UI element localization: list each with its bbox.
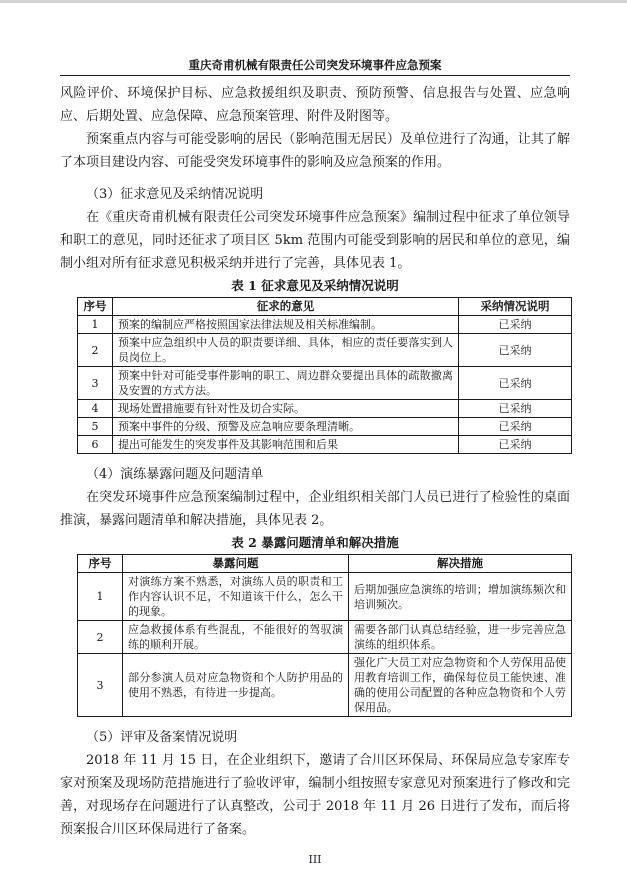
table-2-header-seq: 序号 [78,555,123,573]
cell-status: 已采纳 [459,436,572,454]
cell-problem: 对演练方案不熟悉，对演练人员的职责和工作内容认识不足，不知道该干什么，怎么干的现象。 [123,573,349,621]
table-row [78,621,572,654]
cell-seq: 5 [78,418,113,436]
cell-status: 已采纳 [459,367,572,400]
table-1-opinions [77,297,572,454]
section-heading-4: （4）演练暴露问题及问题清单 [86,467,264,482]
cell-opinion: 预案的编制应严格按照国家法律法规及相关标准编制。 [113,316,459,334]
table-row [78,573,572,621]
cell-opinion: 现场处置措施要有针对性及切合实际。 [113,400,459,418]
cell-opinion: 预案中针对可能受事件影响的职工、周边群众要提出具体的疏散撤离及安置的方式方法。 [113,367,459,400]
table-2-header-row [78,555,572,573]
cell-seq: 4 [78,400,113,418]
section-heading-5: （5）评审及备案情况说明 [86,730,238,745]
cell-seq: 2 [78,334,113,367]
table-row [78,334,572,367]
cell-status: 已采纳 [459,418,572,436]
table-2-header-problem: 暴露问题 [123,555,349,573]
cell-seq: 1 [78,316,113,334]
paragraph-review: 2018 年 11 月 15 日，在企业组织下，邀请了合川区环保局、环保局应急专家库专家对预案及现场防范措施进行了验收评审，编制小组按照专家意见对预案进行了修改和完善，对现场存在问题进行了认真整改，公司于 2018 年 11 月 26 日进行了发布，而后将预案报合川区环保局进行了备案。 [60,753,570,837]
cell-problem: 部分参演人员对应急物资和个人防护用品的使用不熟悉，有待进一步提高。 [123,654,349,717]
cell-seq: 3 [78,367,113,400]
cell-seq: 1 [78,573,123,621]
page-number: III [308,853,322,866]
cell-seq: 3 [78,654,123,717]
table-row [78,418,572,436]
cell-seq: 2 [78,621,123,654]
cell-opinion: 提出可能发生的突发事件及其影响范围和后果 [113,436,459,454]
table-row [78,436,572,454]
paragraph-drill: 在突发环境事件应急预案编制过程中，企业组织相关部门人员已进行了检验性的桌面推演，暴露问题清单和解决措施，具体见表 2。 [60,490,570,528]
cell-opinion: 预案中事件的分级、预警及应急响应要条理清晰。 [113,418,459,436]
cell-problem: 应急救援体系有些混乱，不能很好的驾驭演练的顺利开展。 [123,621,349,654]
cell-solution: 后期加强应急演练的培训；增加演练频次和培训频次。 [349,573,572,621]
cell-status: 已采纳 [459,334,572,367]
table-1-header-status: 采纳情况说明 [459,298,572,316]
cell-seq: 6 [78,436,113,454]
running-header-title: 重庆奇甫机械有限责任公司突发环境事件应急预案 [60,58,570,76]
cell-status: 已采纳 [459,400,572,418]
paragraph-continuation: 风险评价、环境保护目标、应急救援组织及职责、预防预警、信息报告与处置、应急响应、后期处置、应急保障、应急预案管理、附件及附图等。 [60,86,570,124]
cell-solution: 强化广大员工对应急物资和个人劳保用品使用教育培训工作，确保每位员工能快速、准确的使用公司配置的各种应急物资和个人劳保用品。 [349,654,572,717]
document-body [60,82,570,867]
table-1-header-seq: 序号 [78,298,113,316]
paragraph-communication: 预案重点内容与可能受影响的居民（影响范围无居民）及单位进行了沟通，让其了解了本项目建设内容、可能受突发环境事件的影响及应急预案的作用。 [60,132,570,170]
page-top-edge [0,0,627,3]
table-row [78,400,572,418]
table-1-header-opinion: 征求的意见 [113,298,459,316]
table-1-header-row [78,298,572,316]
table-2-header-solution: 解决措施 [349,555,572,573]
table-row [78,367,572,400]
table-1-caption: 表 1 征求意见及采纳情况说明 [231,278,399,293]
paragraph-opinions: 在《重庆奇甫机械有限责任公司突发环境事件应急预案》编制过程中征求了单位领导和职工的意见，同时还征求了项目区 5km 范围内可能受到影响的居民和单位的意见，编制小组对所有征求意见积极采纳并进行了完善，具体见表 1。 [60,210,570,271]
cell-solution: 需要各部门认真总结经验，进一步完善应急演练的组织体系。 [349,621,572,654]
section-heading-3: （3）征求意见及采纳情况说明 [86,187,264,202]
table-2-caption: 表 2 暴露问题清单和解决措施 [231,535,399,550]
table-2-problems [77,554,572,717]
table-row [78,654,572,717]
cell-status: 已采纳 [459,316,572,334]
table-row [78,316,572,334]
cell-opinion: 预案中应急组织中人员的职责要详细、具体，相应的责任要落实到人员岗位上。 [113,334,459,367]
